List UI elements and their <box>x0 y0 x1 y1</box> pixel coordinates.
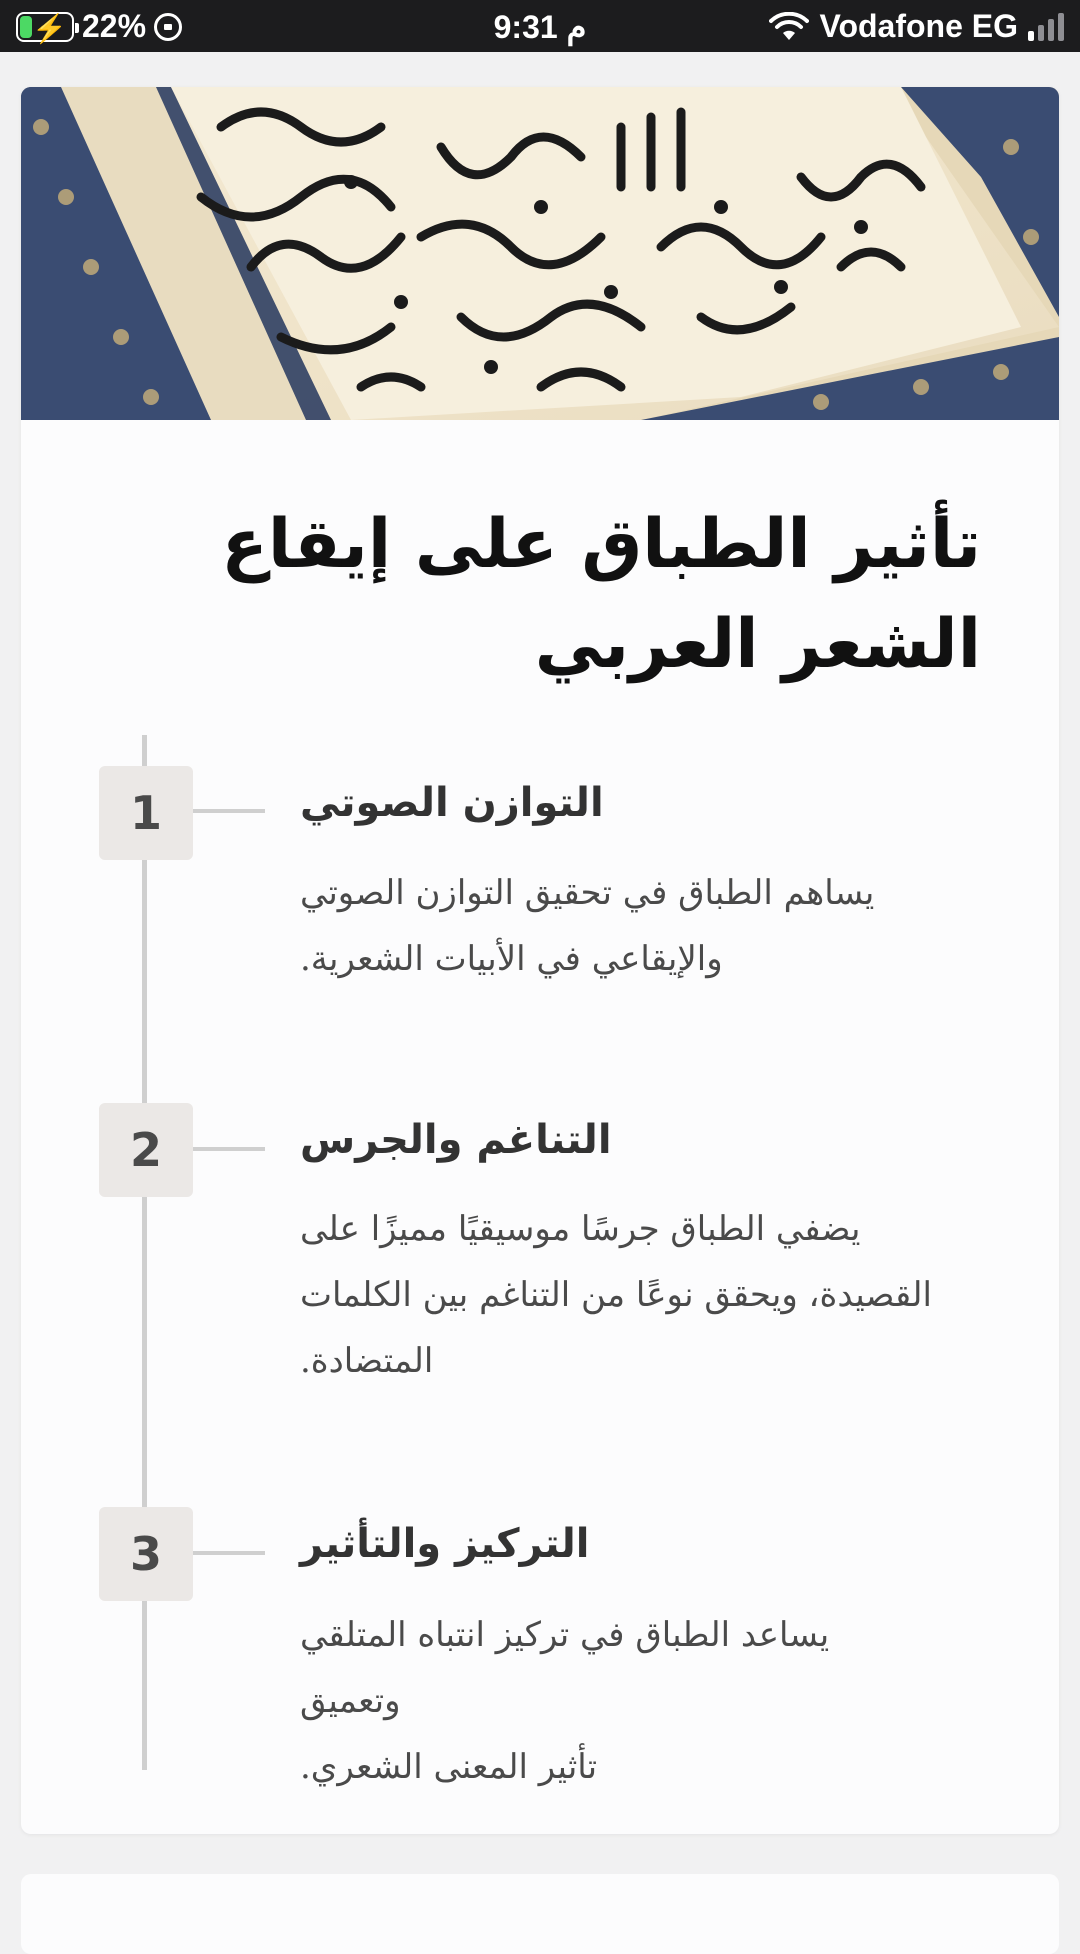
status-right <box>769 8 1064 45</box>
title-line-2: الشعر العربي <box>534 605 981 684</box>
step-2-line-3: المتضادة. <box>300 1341 434 1381</box>
step-connector-2 <box>193 1147 265 1151</box>
timeline-line <box>142 735 147 1770</box>
step-2-line-2: القصيدة، ويحقق نوعًا من التناغم بين الكلمات <box>300 1275 932 1315</box>
status-bar <box>0 0 1080 52</box>
step-heading-1: التوازن الصوتي <box>300 780 604 826</box>
step-connector-3 <box>193 1551 265 1555</box>
article-title <box>81 495 981 695</box>
step-3-line-1: يساعد الطباق في تركيز انتباه المتلقي وتعميق <box>300 1615 830 1721</box>
next-article-card[interactable] <box>21 1874 1059 1954</box>
step-3-line-2: تأثير المعنى الشعري. <box>300 1747 598 1787</box>
wifi-icon <box>769 12 809 42</box>
battery-percentage: 22% <box>82 8 147 44</box>
calligraphy-illustration <box>21 87 1059 420</box>
step-number-2: 2 <box>99 1103 193 1197</box>
signal-icon <box>1028 13 1064 41</box>
battery-charging-icon: ⚡ <box>16 12 74 42</box>
step-text-1 <box>300 860 940 992</box>
step-2-line-1: يضفي الطباق جرسًا موسيقيًا مميزًا على <box>300 1209 861 1249</box>
step-number-3: 3 <box>99 1507 193 1601</box>
step-text-2 <box>300 1196 940 1394</box>
title-line-1: تأثير الطباق على إيقاع <box>221 505 981 584</box>
step-text-3 <box>300 1602 940 1800</box>
status-time: 9:31 م <box>493 9 587 45</box>
step-heading-2: التناغم والجرس <box>300 1117 612 1163</box>
hero-image <box>21 87 1059 420</box>
step-1-line-2: والإيقاعي في الأبيات الشعرية. <box>300 939 723 979</box>
step-1-line-1: يساهم الطباق في تحقيق التوازن الصوتي <box>300 873 875 913</box>
step-number-1: 1 <box>99 766 193 860</box>
step-connector-1 <box>193 809 265 813</box>
step-heading-3: التركيز والتأثير <box>300 1521 590 1567</box>
carrier-name: Vodafone EG <box>819 8 1018 44</box>
